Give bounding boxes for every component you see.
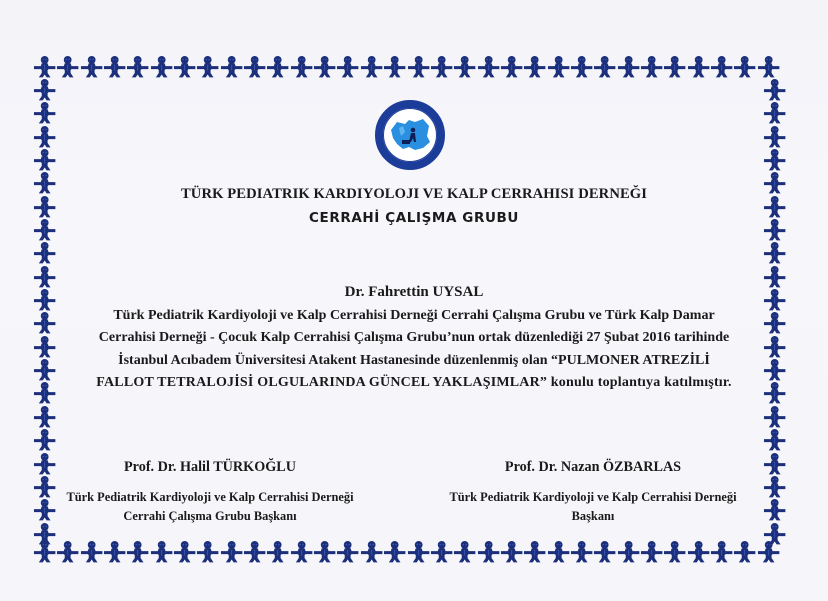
paper-doll-icon (33, 358, 56, 381)
paper-doll-icon (33, 241, 56, 264)
paper-doll-icon (33, 78, 56, 101)
paper-doll-icon (266, 55, 289, 78)
paper-doll-icon (523, 540, 546, 563)
paper-doll-icon (547, 55, 570, 78)
body-line: İstanbul Acıbadem Üniversitesi Atakent Hastanesinde düzenlenmiş olan “PULMONER ATREZİLİ (118, 352, 710, 368)
paper-doll-icon (663, 55, 686, 78)
paper-doll-icon (763, 335, 786, 358)
paper-doll-icon (80, 540, 103, 563)
paper-doll-icon (523, 55, 546, 78)
paper-doll-icon (500, 55, 523, 78)
signatory-role: Türk Pediatrik Kardiyoloji ve Kalp Cerrahisi Derneği (449, 490, 737, 504)
certificate-body (96, 305, 732, 395)
paper-doll-icon (477, 540, 500, 563)
paper-doll-icon (570, 540, 593, 563)
paper-doll-icon (763, 101, 786, 124)
paper-doll-icon (617, 540, 640, 563)
recipient-name: Dr. Fahrettin UYSAL (344, 284, 484, 300)
paper-doll-icon (196, 540, 219, 563)
paper-doll-icon (313, 55, 336, 78)
paper-doll-icon (407, 540, 430, 563)
signatory-name: Prof. Dr. Nazan ÖZBARLAS (504, 459, 682, 475)
paper-doll-icon (640, 540, 663, 563)
paper-doll-icon (360, 540, 383, 563)
paper-doll-icon (763, 78, 786, 101)
paper-doll-icon (430, 540, 453, 563)
paper-doll-icon (33, 475, 56, 498)
paper-doll-icon (243, 55, 266, 78)
paper-doll-icon (103, 540, 126, 563)
paper-doll-icon (453, 540, 476, 563)
paper-doll-icon (687, 55, 710, 78)
paper-doll-icon (547, 540, 570, 563)
paper-doll-icon (33, 522, 56, 545)
paper-doll-icon (640, 55, 663, 78)
paper-doll-icon (763, 522, 786, 545)
signatory-role: Başkanı (571, 509, 615, 523)
paper-doll-icon (687, 540, 710, 563)
paper-doll-icon (500, 540, 523, 563)
paper-doll-icon (336, 540, 359, 563)
paper-doll-icon (593, 540, 616, 563)
paper-doll-icon (763, 148, 786, 171)
signatory-name: Prof. Dr. Halil TÜRKOĞLU (124, 459, 296, 475)
paper-doll-icon (243, 540, 266, 563)
working-group-title: CERRAHİ ÇALIŞMA GRUBU (309, 210, 519, 226)
paper-doll-icon (477, 55, 500, 78)
paper-doll-icon (33, 101, 56, 124)
decorative-border-bottom (33, 540, 780, 564)
paper-doll-icon (407, 55, 430, 78)
svg-text:1995: 1995 (402, 156, 418, 162)
paper-doll-icon (33, 335, 56, 358)
paper-doll-icon (56, 55, 79, 78)
paper-doll-icon (196, 55, 219, 78)
paper-doll-icon (710, 540, 733, 563)
paper-doll-icon (383, 55, 406, 78)
signatory-role: Cerrahi Çalışma Grubu Başkanı (123, 509, 297, 523)
paper-doll-icon (33, 125, 56, 148)
decorative-border-right (763, 78, 787, 545)
signatory-role: Türk Pediatrik Kardiyoloji ve Kalp Cerrahisi Derneği (66, 490, 354, 504)
paper-doll-icon (617, 55, 640, 78)
paper-doll-icon (150, 55, 173, 78)
paper-doll-icon (313, 540, 336, 563)
paper-doll-icon (150, 540, 173, 563)
paper-doll-icon (220, 55, 243, 78)
paper-doll-icon (56, 540, 79, 563)
paper-doll-icon (33, 55, 56, 78)
decorative-border-left (33, 78, 57, 545)
paper-doll-icon (710, 55, 733, 78)
paper-doll-icon (173, 55, 196, 78)
paper-doll-icon (763, 475, 786, 498)
paper-doll-icon (290, 55, 313, 78)
paper-doll-icon (763, 405, 786, 428)
paper-doll-icon (763, 358, 786, 381)
paper-doll-icon (336, 55, 359, 78)
paper-doll-icon (220, 540, 243, 563)
paper-doll-icon (570, 55, 593, 78)
paper-doll-icon (33, 428, 56, 451)
paper-doll-icon (33, 452, 56, 475)
paper-doll-icon (80, 55, 103, 78)
paper-doll-icon (173, 540, 196, 563)
paper-doll-icon (763, 381, 786, 404)
decorative-border-top (33, 55, 780, 79)
paper-doll-icon (103, 55, 126, 78)
organization-title: TÜRK PEDIATRIK KARDIYOLOJI VE KALP CERRAHISI DERNEĞI (180, 186, 648, 202)
paper-doll-icon (33, 311, 56, 334)
paper-doll-icon (33, 405, 56, 428)
paper-doll-icon (763, 311, 786, 334)
signatory-left (60, 459, 360, 526)
paper-doll-icon (266, 540, 289, 563)
paper-doll-icon (763, 241, 786, 264)
paper-doll-icon (733, 55, 756, 78)
paper-doll-icon (126, 55, 149, 78)
paper-doll-icon (663, 540, 686, 563)
paper-doll-icon (290, 540, 313, 563)
paper-doll-icon (430, 55, 453, 78)
paper-doll-icon (763, 125, 786, 148)
body-line: Cerrahisi Derneği - Çocuk Kalp Cerrahisi Çalışma Grubu’nun ortak düzenlediği 27 Şubat 2016 tarihinde (98, 330, 730, 346)
paper-doll-icon (733, 540, 756, 563)
body-line: FALLOT TETRALOJİSİ OLGULARINDA GÜNCEL YAKLAŞIMLAR” konulu toplantıya katılmıştır. (96, 375, 732, 391)
paper-doll-icon (763, 452, 786, 475)
paper-doll-icon (33, 381, 56, 404)
paper-doll-icon (126, 540, 149, 563)
body-line: Türk Pediatrik Kardiyoloji ve Kalp Cerrahisi Derneği Cerrahi Çalışma Grubu ve Türk Kalp Damar (113, 308, 715, 323)
paper-doll-icon (360, 55, 383, 78)
paper-doll-icon (757, 55, 780, 78)
paper-doll-icon (593, 55, 616, 78)
paper-doll-icon (763, 498, 786, 521)
paper-doll-icon (383, 540, 406, 563)
paper-doll-icon (763, 428, 786, 451)
paper-doll-icon (33, 498, 56, 521)
paper-doll-icon (33, 148, 56, 171)
paper-doll-icon (453, 55, 476, 78)
society-logo-icon (375, 100, 445, 170)
signatory-right (440, 459, 746, 526)
